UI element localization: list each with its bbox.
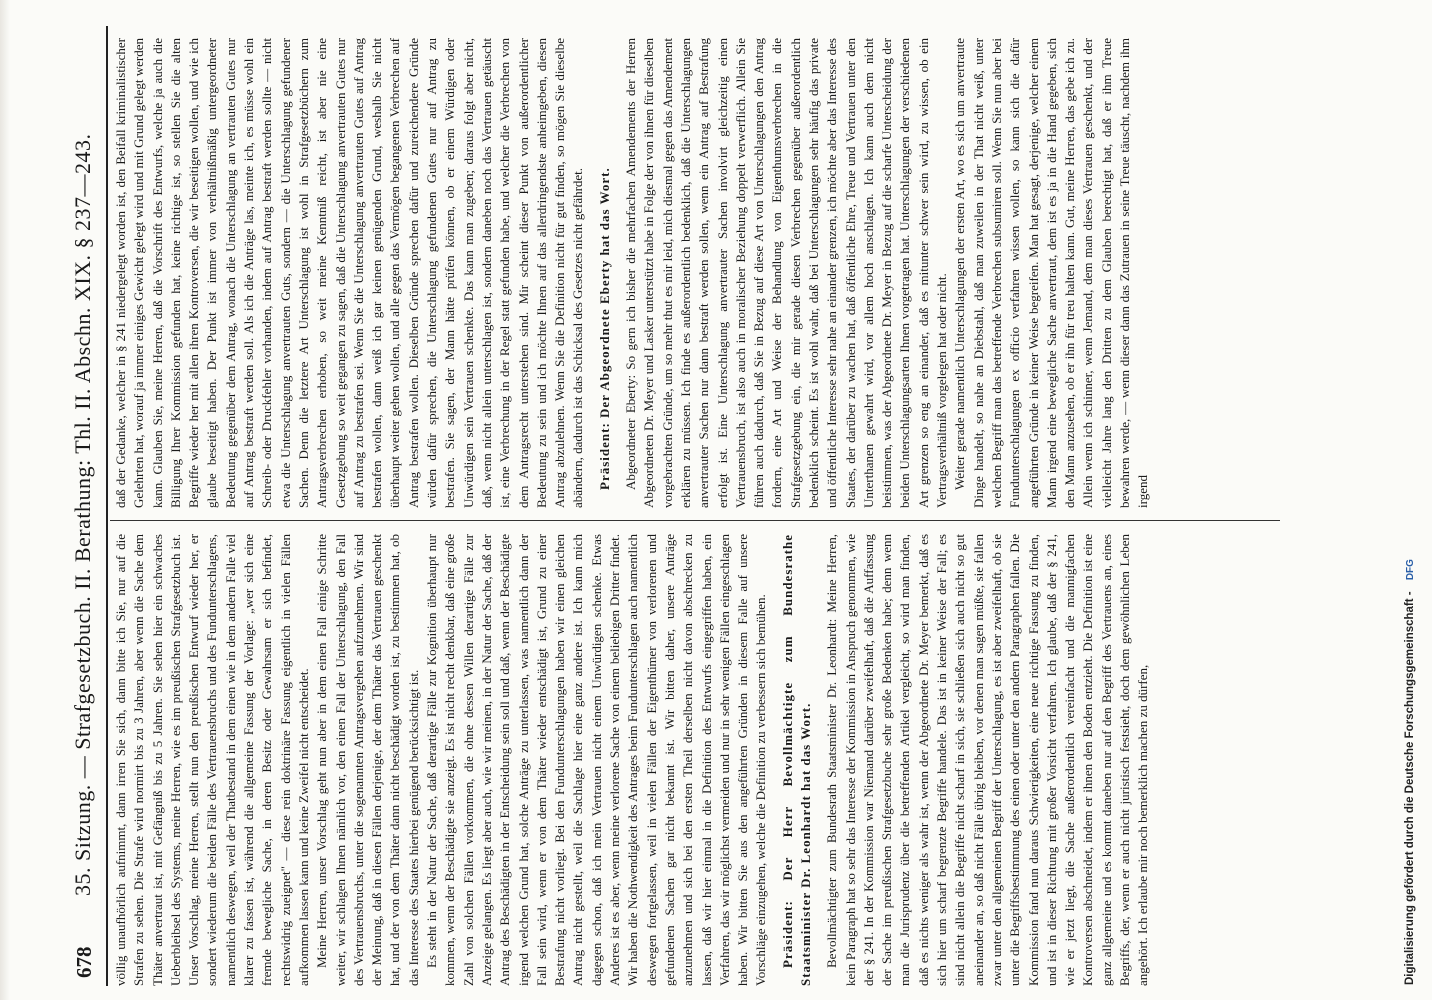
paragraph: Meine Herren, unser Vorschlag geht nun aber in dem einen Fall einige Schritte weiter, wir schlagen Ihnen nämlich vor, den einen Fall der Unterschlagung, den Fall des Vertrauensbruchs, unter die sogenannten Antragsvergehen aufzunehmen. Wir sind der Meinung, daß in diesen Fällen derjenige, der dem Thäter das Vertrauen geschenkt hat, und der von dem Thäter dann nicht beschädigt worden ist, zu bestimmen hat, ob das Interesse des Staates hierbei genügend berücksichtigt ist.	[314, 534, 421, 986]
header-title: 35. Sitzung. — Strafgesetzbuch. II. Berathung: Thl. II. Abschn. XIX. § 237—243.	[70, 133, 95, 896]
page-edge-shadow	[0, 0, 10, 1000]
paragraph: Weiter gerade namentlich Unterschlagungen der ersten Art, wo es sich um anvertraute Dinge handelt, so nahe an Diebstahl, daß man zuweilen in der That nicht weiß, unter welchen Begriff man das betreffende Verbrechen subsumiren soll. Wenn Sie nun aber bei Fundunterschlagungen ex officio verfahren wissen wollen, so kann sich die dafür angeführten Gründe in keiner Weise begreifen. Man hat gesagt, derjenige, welcher einem Mann irgend eine bewegliche Sache anvertraut, dem ist es ja in die Hand gegeben, sich den Mann anzusehen, ob er ihn für treu halten kann. Gut, meine Herren, das gebe ich zu. Allein wenn ich schinner, wenn Jemand, dem man dieses Vertrauen geschenkt, und der vielleicht Jahre lang den Dritten zu dem Glauben berechtigt hat, daß er ihm Treue bewahren werde, — wenn dieser dann das Zutrauen in seine Treue täuscht, nachdem ihm irgend	[952, 38, 1151, 508]
digitization-credit	[1404, 15, 1422, 985]
paragraph: Bevollmächtigter zum Bundesrath Staatsminister Dr. Leonhardt: Meine Herren, kein Paragraph hat so sehr das Interesse der Kommission in Anspruch genommen, wie der § 241. In der Kommission war Niemand darüber zweifelhaft, daß die Auffassung der Sache im preußischen Strafgesetzbuche sehr große Bedenken habe; denn wenn man die Jurisprudenz über die betreffenden Artikel vergleicht, so wird man finden, daß es nichts weniger als wahr ist, wenn der Abgeordnete Dr. Meyer bemerkt, daß es sich hier um scharf begrenzte Begriffe handele. Das ist in keiner Weise der Fall; es sind nicht allein die Begriffe nicht scharf in sich, sie schließen sich auch nicht so gut aneinander an, so daß nicht Fälle übrig bleiben, vor denen man sagen müßte, sie fallen zwar unter den allgemeinen Begriff der Unterschlagung, es ist aber zweifelhaft, ob sie unter die Begriffsbestimmung des einen oder unter den andern Paragraphen fallen. Die Kommission fand nun daraus Schwierigkeiten, eine neue richtige Fassung zu finden, und ist in dieser Richtung mit großer Vorsicht verfahren. Ich glaube, daß der § 241, wie er jetzt liegt, die Sache außerordentlich vereinfacht und die mannigfachen Kontroversen abschneidet, indem er ihnen den Boden entzieht. Die Definition ist eine ganz allgemeine und es kommt daneben nur auf den Begriff des Vertrauens an, eines Begriffs, der, wenn er auch nicht juristisch festsieht, doch dem gewöhnlichen Leben angehört. Ich erlaube mir noch bemerklich machen zu dürfen,	[824, 534, 1151, 986]
speaker-paragraph: Präsident: Der Abgeordnete Eberty hat das Wort.	[596, 167, 612, 490]
speaker-paragraph: Präsident: Der Herr Bevollmächtigte zum Bundesrathe Staatsminister Dr. Leonhardt hat das Wort.	[779, 534, 813, 986]
left-column	[112, 534, 1272, 986]
credit-text: Digitalisierung gefördert durch die Deutsche Forschungsgemeinschaft -	[1404, 591, 1416, 985]
paragraph: daß der Gedanke, welcher in § 241 niedergelegt worden ist, den Beifall kriminalistischer Gelehrten hat, worauf ja immer einiges Gewicht gelegt wird und mit Grund gelegt werden kann. Glauben Sie, meine Herren, daß die Vorschrift des Entwurfs, welche ja auch die Billigung Ihrer Kommission gefunden hat, keine richtige ist, so stellen Sie die alten Begriffe wieder her mit allen ihren Kontroversen, die wir beseitigen wollen, und wie ich glaube beseitigt haben. Der Punkt ist immer von verhältnißmäßig untergeordneter Bedeutung gegenüber dem Antrag, wonach die Unterschlagung an vertrauten Gutes nur auf Antrag bestraft werden soll. Als ich die Anträge las, meinte ich, es müsse wohl ein Schreib- oder Druckfehler vorhanden, indem auf Antrag bestraft werden sollte — nicht etwa die Unterschlagung anvertrauten Guts, sondern — die Unterschlagung gefundener Sachen. Denn die letztere Art Unterschlagung ist wohl in Strafgesetzbüchern zum Antragsverbrechen erhoben, so weit meine Kenntniß reicht, ist aber nie eine Gesetzgebung so weit gegangen zu sagen, daß die Unterschlagung anvertrauten Gutes nur auf Antrag zu bestrafen sei. Wenn Sie die Unterschlagung anvertrauten Gutes auf Antrag bestrafen wollen, dann weiß ich gar keinen genügenden Grund, weshalb Sie nicht überhaupt weiter gehen wollen, und alle gegen das Vermögen begangenen Verbrechen auf Antrag bestrafen wollen. Dieselben Gründe sprechen dafür und zureichendere Gründe würden dafür sprechen, die Unterschlagung gefundenen Gutes nur auf Antrag zu bestrafen. Sie sagen, der Mann hätte prüfen können, ob er einem Würdigen oder Unwürdigen sein Vertrauen schenkte. Das kann man zugeben; daraus folgt aber nicht, daß, wenn nicht allein unterschlagen ist, sondern daneben noch das Vertrauen getäuscht ist, eine Verbrechung in der Regel statt gefunden habe, und welcher die Verbrechen von dem Antragsrecht unterstehen sind. Mir scheint dieser Punkt von außerordentlicher Bedeutung zu sein und ich möchte Ihnen auf das allerdringendste anheimgeben, diesen Antrag abzulehnen. Wenn Sie die Definition nicht für gut finden, so mögen Sie dieselbe abändern, dadurch ist das Schicksal des Gesetzes nicht gefährdet.	[113, 38, 586, 508]
page-number: 678	[72, 946, 96, 978]
running-header	[66, 26, 108, 986]
paragraph: Abgeordneter Eberty: So gern ich bisher die mehrfachen Amendements der Herren Abgeordneten Dr. Meyer und Lasker unterstützt habe in Folge der von ihnen für dieselben vorgebrachten Gründe, um so mehr thut es mir leid, mich diesmal gegen das Amendement erklären zu müssen. Ich finde es außerordentlich bedenklich, daß die Unterschlagungen anvertrauter Sachen nur dann bestraft werden sollen, wenn ein Antrag auf Bestrafung erfolgt ist. Eine Unterschlagung anvertrauter Sachen involvirt gleichzeitig einen Vertrauensbruch, ist also auch in moralischer Beziehung doppelt verwerflich. Allein Sie führen auch dadurch, daß Sie in Bezug auf diese Art von Unterschlagungen den Antrag fordern, eine Art und Weise der Behandlung von Eigenthumsverbrechen in die Strafgesetzgebung ein, die mir gerade diesen Verbrechen gegenüber außerordentlich bedenklich scheint. Es ist wohl wahr, daß bei Unterschlagungen sehr häufig das private und öffentliche Interesse sehr nahe an einander grenzen, ich möchte aber das Interesse des Staates, der darüber zu wachen hat, daß öffentliche Ehre, Treue und Vertrauen unter den Unterthanen gewahrt wird, vor allem hoch anschlagen. Ich kann auch dem nicht beistimmen, was der Abgeordnete Dr. Meyer in Bezug auf die scharfe Unterscheidung der beiden Unterschlagungsarten Ihnen vorgetragen hat. Unterschlagungen der verschiedenen Art grenzen so eng an einander, daß es mitunter schwer sein wird, zu wissen, ob ein Vertragsverhältniß vorgelegen hat oder nicht.	[623, 38, 950, 508]
column-divider	[110, 520, 1280, 521]
paragraph: völlig unaufhörlich aufnimmt, dann irren Sie sich, dann bitte ich Sie, nur auf die Strafen zu sehen. Die Strafe wird normirt bis zu 3 Jahren, aber wenn die Sache dem Thäter anvertraut ist, mit Gefängniß bis zu 5 Jahren. Sie sehen hier ein schwaches Ueberbleibsel des Systems, meine Herren, wie es im preußischen Strafgesetzbuch ist. Unser Vorschlag, meine Herren, stellt nun den preußischen Entwurf wieder her, er sondert wiederum die beiden Fälle des Vertrauensbruchs und des Fundunterschlagens, namentlich deswegen, weil der Thatbestand in dem einen wie in dem andern Falle viel klarer zu fassen ist, während die allgemeine Fassung der Vorlage: „wer sich eine fremde bewegliche Sache, in deren Besitz oder Gewahrsam er sich befindet, rechtswidrig zueignet" — diese rein doktrinäre Fassung eigentlich in vielen Fällen aufkommen lassen kann und keine Zweifel nicht entscheidet.	[113, 534, 311, 986]
rotated-page-content	[66, 26, 1406, 986]
right-column	[112, 38, 1272, 508]
paragraph: Es steht in der Natur der Sache, daß derartige Fälle zur Kognition überhaupt nur kommen, wenn der Beschädigte sie anzeigt. Es ist nicht recht denkbar, daß eine große Zahl von solchen Fällen vorkommen, die ohne dessen Willen derartige Fälle zur Anzeige gelangen. Es liegt aber auch, wie wir meinen, in der Natur der Sache, daß der Antrag des Beschädigten in der Entscheidung sein soll und daß, wenn der Beschädigte irgend welchen Grund hat, solche Anträge zu unterlassen, was namentlich dann der Fall sein wird, wenn er von dem Thäter wieder entschädigt ist, Grund zu einer Bestrafung nicht vorliegt. Bei den Fundunterschlagungen haben wir einen gleichen Antrag nicht gestellt, weil die Sachlage hier eine ganz andere ist. Ich kann mich dagegen schon, daß ich mein Vertrauen nicht einem Unwürdigen schenke. Etwas Anderes ist es aber, wenn meine verlorene Sache von einem beliebigen Dritter findet. Wir haben die Nothwendigkeit des Antrages beim Fundunterschlagen auch namentlich deswegen fortgelassen, weil in vielen Fällen der Eigenthümer von verlorenen und gefundenen Sachen gar nicht bekannt ist. Wir bitten daher, unsere Anträge anzunehmen und sich bei den ersten Theil derselben nicht davon abschrecken zu lassen, daß wir hier einmal in die Definition des Entwurfs eingegriffen haben, ein Verfahren, das wir möglichst vermeiden und nur in sehr wenigen Fällen eingeschlagen haben. Wir bitten Sie aus den angeführten Gründen in diesem Falle auf unsere Vorschläge einzugehen, welche die Definition zu verbessern sich bemühen.	[424, 534, 769, 986]
dfg-logo: DFG	[1405, 559, 1416, 581]
